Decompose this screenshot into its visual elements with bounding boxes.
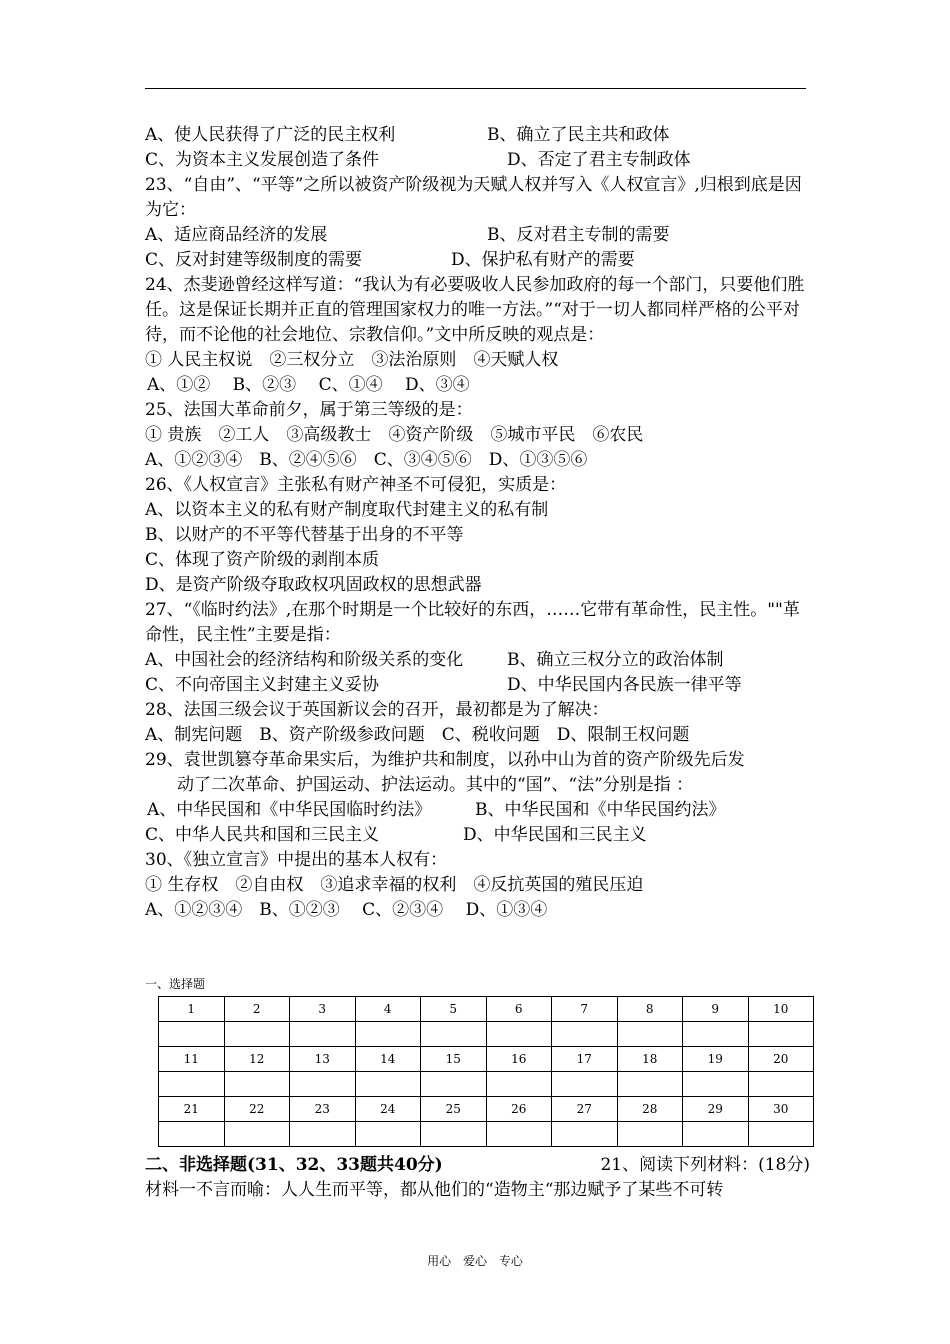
footer-word: 专心 [498, 1254, 523, 1268]
q29-option-a: A、中华民国和《中华民国临时约法》 [147, 800, 432, 820]
q26-option-a: A、以资本主义的私有财产制度取代封建主义的私有制 [145, 500, 549, 520]
number-cell: 14 [355, 1047, 421, 1072]
question-body [145, 123, 810, 923]
q29-options-ab [145, 798, 810, 823]
number-cell: 3 [290, 997, 356, 1022]
answer-cell[interactable] [748, 1022, 814, 1047]
header-rule [145, 88, 806, 89]
answer-cell[interactable] [683, 1072, 749, 1097]
answer-number-row-2 [159, 1047, 814, 1072]
q22-option-d: D、否定了君主专制政体 [507, 150, 691, 170]
section2-title: 二、非选择题(31、32、33题共40分) [145, 1155, 443, 1175]
q23-options-cd [145, 248, 810, 273]
answer-number-row-3 [159, 1097, 814, 1122]
answer-cell[interactable] [552, 1022, 618, 1047]
q27-option-a: A、中国社会的经济结构和阶级关系的变化 [145, 650, 464, 670]
number-cell: 16 [486, 1047, 552, 1072]
number-cell: 23 [290, 1097, 356, 1122]
question21-title: 21、阅读下列材料：(18分) [600, 1155, 810, 1175]
number-cell: 2 [224, 997, 290, 1022]
q27-options-cd [145, 673, 810, 698]
answer-cell[interactable] [617, 1072, 683, 1097]
number-cell: 26 [486, 1097, 552, 1122]
answer-cell[interactable] [421, 1072, 487, 1097]
q23-stem: 23、“自由”、“平等”之所以被资产阶级视为天赋人权并写入《人权宣言》,归根到底是因为它： [145, 175, 802, 220]
answer-cell[interactable] [290, 1072, 356, 1097]
answer-blank-row-2 [159, 1072, 814, 1097]
answer-cell[interactable] [617, 1122, 683, 1147]
q22-option-a: A、使人民获得了广泛的民主权利 [145, 125, 396, 145]
number-cell: 27 [552, 1097, 618, 1122]
q26-option-c: C、体现了资产阶级的剥削本质 [145, 550, 380, 570]
answer-cell[interactable] [552, 1122, 618, 1147]
q25-items: ① 贵族 ②工人 ③高级教士 ④资产阶级 ⑤城市平民 ⑥农民 [145, 425, 644, 445]
number-cell: 15 [421, 1047, 487, 1072]
answer-cell[interactable] [159, 1022, 225, 1047]
q22-option-c: C、为资本主义发展创造了条件 [145, 150, 380, 170]
q24-options: A、①② B、②③ C、①④ D、③④ [147, 375, 470, 395]
q30-stem: 30、《独立宣言》中提出的基本人权有： [145, 850, 448, 870]
answer-cell[interactable] [683, 1122, 749, 1147]
number-cell: 10 [748, 997, 814, 1022]
answer-cell[interactable] [224, 1122, 290, 1147]
q29-stem-line2: 动了二次革命、护国运动、护法运动。其中的“国”、“法”分别是指 ： [177, 775, 694, 795]
number-cell: 21 [159, 1097, 225, 1122]
number-cell: 6 [486, 997, 552, 1022]
number-cell: 25 [421, 1097, 487, 1122]
answer-cell[interactable] [552, 1072, 618, 1097]
answer-number-row-1 [159, 997, 814, 1022]
number-cell: 30 [748, 1097, 814, 1122]
page-footer [0, 1252, 950, 1269]
number-cell: 4 [355, 997, 421, 1022]
answer-cell[interactable] [486, 1122, 552, 1147]
answer-cell[interactable] [290, 1022, 356, 1047]
number-cell: 8 [617, 997, 683, 1022]
q23-options-ab [145, 223, 810, 248]
answer-cell[interactable] [421, 1022, 487, 1047]
answer-blank-row-3 [159, 1122, 814, 1147]
q29-options-cd [145, 823, 810, 848]
q27-option-c: C、不向帝国主义封建主义妥协 [145, 675, 380, 695]
section2-header [145, 1153, 810, 1178]
q30-options: A、①②③④ B、①②③ C、②③④ D、①③④ [145, 900, 548, 920]
q26-stem: 26、《人权宣言》主张私有财产神圣不可侵犯，实质是： [145, 475, 567, 495]
q22-options-cd [145, 148, 810, 173]
number-cell: 20 [748, 1047, 814, 1072]
q27-options-ab [145, 648, 810, 673]
q23-option-a: A、适应商品经济的发展 [145, 225, 328, 245]
answer-cell[interactable] [224, 1022, 290, 1047]
section2 [145, 1153, 810, 1203]
answer-cell[interactable] [355, 1022, 421, 1047]
q29-option-b: B、中华民国和《中华民国约法》 [475, 800, 726, 820]
q28-stem: 28、法国三级会议于英国新议会的召开，最初都是为了解决： [145, 700, 609, 720]
number-cell: 1 [159, 997, 225, 1022]
answer-cell[interactable] [290, 1122, 356, 1147]
number-cell: 5 [421, 997, 487, 1022]
number-cell: 13 [290, 1047, 356, 1072]
q26-option-d: D、是资产阶级夺取政权巩固政权的思想武器 [145, 575, 482, 595]
number-cell: 29 [683, 1097, 749, 1122]
answer-cell[interactable] [486, 1072, 552, 1097]
q25-stem: 25、法国大革命前夕，属于第三等级的是： [145, 400, 473, 420]
answer-cell[interactable] [355, 1122, 421, 1147]
number-cell: 28 [617, 1097, 683, 1122]
number-cell: 24 [355, 1097, 421, 1122]
answer-blank-row-1 [159, 1022, 814, 1047]
number-cell: 11 [159, 1047, 225, 1072]
section1-title: 一、选择题 [145, 977, 206, 991]
number-cell: 19 [683, 1047, 749, 1072]
answer-table [158, 996, 814, 1147]
answer-cell[interactable] [748, 1072, 814, 1097]
q24-stem: 24、杰斐逊曾经这样写道：“我认为有必要吸收人民参加政府的每一个部门，只要他们胜任。这是保证长期并正直的管理国家权力的唯一方法。”“对于一切人都同样严格的公平对待，而不论他的社会地位、宗教信仰。”文中所反映的观点是： [145, 275, 805, 345]
q29-stem-line1: 29、袁世凯篡夺革命果实后，为维护共和制度，以孙中山为首的资产阶级先后发 [145, 750, 745, 770]
q24-items: ① 人民主权说 ②三权分立 ③法治原则 ④天赋人权 [145, 350, 559, 370]
number-cell: 17 [552, 1047, 618, 1072]
q26-option-b: B、以财产的不平等代替基于出身的不平等 [145, 525, 464, 545]
q30-items: ① 生存权 ②自由权 ③追求幸福的权利 ④反抗英国的殖民压迫 [145, 875, 644, 895]
q27-stem: 27、“《临时约法》,在那个时期是一个比较好的东西，……它带有革命性，民主性。""革命性，民主性”主要是指： [145, 600, 800, 645]
q28-options: A、制宪问题 B、资产阶级参政问题 C、税收问题 D、限制王权问题 [145, 725, 690, 745]
number-cell: 12 [224, 1047, 290, 1072]
answer-cell[interactable] [355, 1072, 421, 1097]
answer-cell[interactable] [159, 1122, 225, 1147]
answer-cell[interactable] [159, 1072, 225, 1097]
answer-cell[interactable] [486, 1022, 552, 1047]
q25-options: A、①②③④ B、②④⑤⑥ C、③④⑤⑥ D、①③⑤⑥ [145, 450, 588, 470]
q23-option-d: D、保护私有财产的需要 [451, 250, 635, 270]
q22-option-b: B、确立了民主共和政体 [487, 125, 670, 145]
q27-option-d: D、中华民国内各民族一律平等 [507, 675, 742, 695]
number-cell: 9 [683, 997, 749, 1022]
q23-option-b: B、反对君主专制的需要 [487, 225, 670, 245]
answer-cell[interactable] [421, 1122, 487, 1147]
number-cell: 7 [552, 997, 618, 1022]
number-cell: 22 [224, 1097, 290, 1122]
material-text: 材料一不言而喻：人人生而平等，都从他们的“造物主“那边赋予了某些不可转 [145, 1180, 724, 1200]
answer-cell[interactable] [748, 1122, 814, 1147]
answer-cell[interactable] [617, 1022, 683, 1047]
q23-option-c: C、反对封建等级制度的需要 [145, 250, 363, 270]
footer-word: 用心 [427, 1254, 452, 1268]
footer-word: 爱心 [462, 1254, 487, 1268]
q27-option-b: B、确立三权分立的政治体制 [507, 650, 724, 670]
q29-option-d: D、中华民国和三民主义 [463, 825, 647, 845]
answer-cell[interactable] [683, 1022, 749, 1047]
q29-option-c: C、中华人民共和国和三民主义 [145, 825, 380, 845]
number-cell: 18 [617, 1047, 683, 1072]
answer-cell[interactable] [224, 1072, 290, 1097]
q22-options-ab [145, 123, 810, 148]
